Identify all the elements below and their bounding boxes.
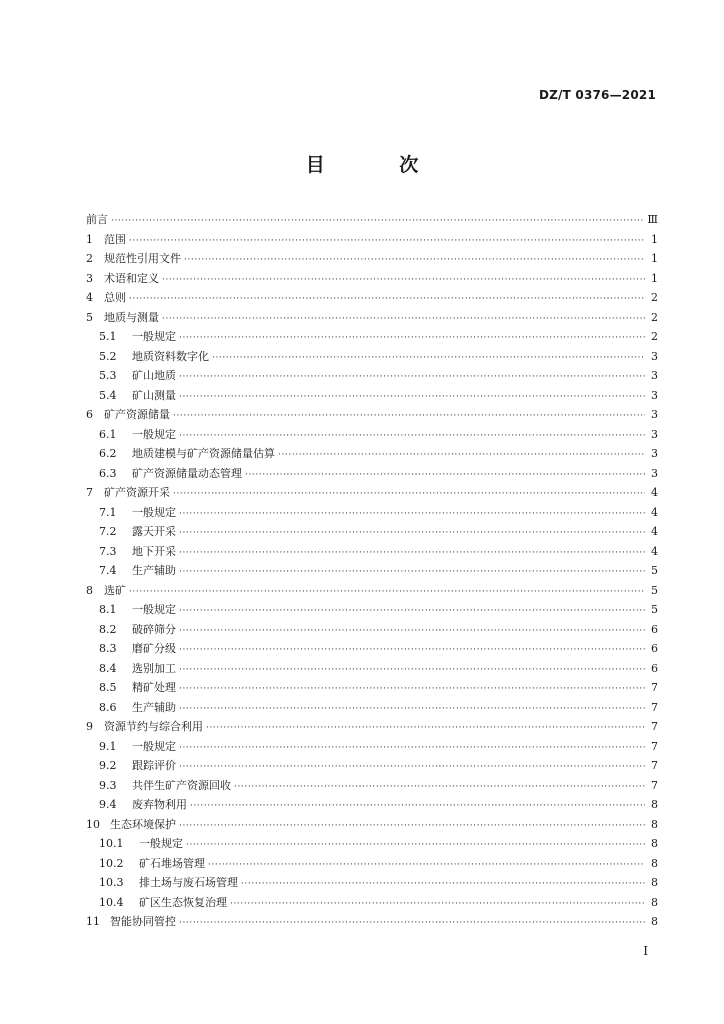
toc-entry-title: 生态环境保护	[110, 817, 176, 831]
toc-entry-page: 8	[651, 876, 658, 889]
toc-entry-section[interactable]	[86, 698, 658, 718]
toc-leader-dots	[245, 466, 645, 486]
toc-entry-chapter[interactable]	[86, 249, 658, 269]
toc-entry-title: 磨矿分级	[132, 642, 176, 655]
toc-entry-title: 矿产资源储量	[104, 408, 170, 421]
toc-entry-chapter[interactable]	[86, 815, 658, 835]
toc-entry-page: 3	[651, 408, 658, 421]
toc-leader-dots	[179, 680, 645, 700]
standard-code: DZ/T 0376—2021	[538, 88, 656, 102]
toc-entry-title: 一般规定	[139, 837, 183, 850]
toc-entry-section[interactable]	[86, 327, 658, 347]
toc-entry-page: 2	[651, 291, 658, 304]
toc-leader-dots	[179, 758, 645, 778]
toc-entry-title: 地质资料数字化	[132, 349, 209, 363]
toc-entry-chapter[interactable]	[86, 483, 658, 503]
toc-entry-number: 11	[86, 915, 100, 928]
toc-entry-section[interactable]	[86, 795, 658, 815]
toc-entry-title: 总则	[104, 291, 126, 304]
toc-entry-number: 10	[86, 817, 100, 831]
toc-entry-page: Ⅲ	[647, 213, 658, 226]
toc-entry-title: 资源节约与综合利用	[104, 720, 203, 733]
toc-entry-number: 9.3	[99, 778, 117, 792]
toc-entry-chapter[interactable]	[86, 405, 658, 425]
toc-entry-number: 5.3	[99, 369, 117, 382]
toc-leader-dots	[129, 583, 645, 603]
toc-entry-number: 8.6	[99, 700, 117, 714]
toc-leader-dots	[179, 700, 645, 720]
toc-entry-number: 6.3	[99, 466, 117, 480]
toc-entry-number: 9.1	[99, 739, 117, 753]
toc-entry-page: 3	[651, 466, 658, 480]
toc-entry-title: 生产辅助	[132, 564, 176, 577]
toc-leader-dots	[179, 524, 645, 544]
toc-entry-title: 前言	[86, 213, 108, 226]
toc-entry-page: 3	[651, 349, 658, 363]
page-number: I	[643, 944, 648, 958]
toc-entry-title: 选别加工	[132, 661, 176, 675]
toc-leader-dots	[179, 329, 645, 349]
toc-entry-title: 共伴生矿产资源回收	[132, 778, 231, 792]
toc-entry-title: 矿山地质	[132, 369, 176, 382]
toc-entry-number: 5.1	[99, 330, 117, 343]
toc-entry-title: 精矿处理	[132, 681, 176, 694]
toc-entry-title: 一般规定	[132, 427, 176, 441]
toc-entry-section[interactable]	[86, 386, 658, 406]
toc-leader-dots	[241, 875, 645, 895]
toc-entry-section[interactable]	[86, 678, 658, 698]
toc-entry-chapter[interactable]	[86, 912, 658, 932]
toc-leader-dots	[179, 622, 645, 642]
toc-entry-section[interactable]	[86, 600, 658, 620]
toc-entry-page: 8	[651, 837, 658, 850]
toc-entry-title: 生产辅助	[132, 700, 176, 714]
toc-entry-page: 4	[651, 505, 658, 519]
toc-entry-section[interactable]	[86, 659, 658, 679]
toc-entry-number: 9.4	[99, 798, 117, 811]
toc-entry-section[interactable]	[86, 737, 658, 757]
toc-entry-page: 4	[651, 525, 658, 538]
toc-leader-dots	[190, 797, 645, 817]
toc-entry-section[interactable]	[86, 620, 658, 640]
toc-entry-chapter[interactable]	[86, 581, 658, 601]
toc-entry-section[interactable]	[86, 854, 658, 874]
toc-entry-number: 7.2	[99, 525, 117, 538]
toc-entry-title: 矿区生态恢复治理	[139, 895, 227, 909]
toc-leader-dots	[278, 446, 645, 466]
toc-entry-section[interactable]	[86, 873, 658, 893]
toc-entry-chapter[interactable]	[86, 230, 658, 250]
toc-entry-number: 8.4	[99, 661, 117, 675]
toc-entry-page: 7	[651, 759, 658, 772]
toc-leader-dots	[179, 739, 645, 759]
toc-entry-number: 6.2	[99, 447, 117, 460]
toc-title: 目 次	[305, 154, 453, 176]
toc-leader-dots	[179, 817, 645, 837]
toc-entry-page: 1	[651, 252, 658, 265]
toc-entry-title: 废弃物利用	[132, 798, 187, 811]
table-of-contents	[86, 210, 658, 932]
toc-entry-title: 范围	[104, 232, 126, 246]
toc-entry-page: 7	[651, 739, 658, 753]
toc-entry-number: 8.2	[99, 622, 117, 636]
toc-leader-dots	[162, 310, 645, 330]
toc-entry-number: 6	[86, 408, 93, 421]
toc-leader-dots	[129, 290, 645, 310]
toc-entry-section[interactable]	[86, 639, 658, 659]
toc-entry-page: 8	[651, 856, 658, 870]
toc-leader-dots	[179, 368, 645, 388]
toc-entry-number: 10.2	[99, 856, 124, 870]
toc-leader-dots	[173, 485, 645, 505]
toc-leader-dots	[111, 212, 644, 232]
toc-entry-number: 8.1	[99, 603, 117, 616]
toc-entry-section[interactable]	[86, 464, 658, 484]
toc-entry-title: 地质建模与矿产资源储量估算	[132, 447, 275, 460]
toc-leader-dots	[173, 407, 645, 427]
toc-entry-section[interactable]	[86, 776, 658, 796]
toc-leader-dots	[206, 719, 645, 739]
toc-entry-page: 3	[651, 427, 658, 441]
toc-entry-title: 破碎筛分	[132, 622, 176, 636]
toc-entry-chapter[interactable]	[86, 288, 658, 308]
toc-entry-title: 跟踪评价	[132, 759, 176, 772]
toc-entry-title: 智能协同管控	[110, 915, 176, 928]
toc-leader-dots	[162, 271, 645, 291]
toc-leader-dots	[179, 505, 645, 525]
toc-entry-chapter[interactable]	[86, 269, 658, 289]
toc-entry-section[interactable]	[86, 366, 658, 386]
toc-entry-number: 7	[86, 486, 93, 499]
toc-entry-page: 4	[651, 486, 658, 499]
toc-entry-page: 7	[651, 778, 658, 792]
toc-entry-title: 选矿	[104, 583, 126, 597]
toc-entry-page: 3	[651, 447, 658, 460]
toc-entry-page: 3	[651, 369, 658, 382]
toc-entry-number: 6.1	[99, 427, 117, 441]
toc-leader-dots	[179, 641, 645, 661]
toc-leader-dots	[179, 602, 645, 622]
toc-entry-section[interactable]	[86, 561, 658, 581]
toc-entry-chapter[interactable]	[86, 210, 658, 230]
toc-leader-dots	[179, 544, 645, 564]
toc-entry-number: 3	[86, 271, 93, 285]
toc-entry-title: 地下开采	[132, 544, 176, 558]
toc-entry-section[interactable]	[86, 542, 658, 562]
toc-entry-section[interactable]	[86, 834, 658, 854]
toc-entry-title: 规范性引用文件	[104, 252, 181, 265]
toc-leader-dots	[208, 856, 645, 876]
toc-leader-dots	[179, 914, 645, 934]
toc-leader-dots	[179, 563, 645, 583]
toc-entry-page: 2	[651, 310, 658, 324]
toc-entry-page: 3	[651, 388, 658, 402]
toc-entry-number: 4	[86, 291, 93, 304]
toc-entry-chapter[interactable]	[86, 308, 658, 328]
toc-entry-page: 7	[651, 720, 658, 733]
toc-leader-dots	[184, 251, 645, 271]
toc-entry-page: 5	[651, 603, 658, 616]
toc-entry-section[interactable]	[86, 522, 658, 542]
toc-entry-number: 8.5	[99, 681, 117, 694]
toc-entry-page: 5	[651, 564, 658, 577]
toc-leader-dots	[230, 895, 645, 915]
toc-entry-number: 7.3	[99, 544, 117, 558]
toc-entry-page: 8	[651, 817, 658, 831]
toc-entry-section[interactable]	[86, 756, 658, 776]
toc-entry-title: 一般规定	[132, 505, 176, 519]
toc-entry-number: 1	[86, 232, 93, 246]
toc-leader-dots	[179, 388, 645, 408]
toc-entry-number: 8	[86, 583, 93, 597]
toc-leader-dots	[129, 232, 645, 252]
toc-entry-page: 6	[651, 661, 658, 675]
toc-entry-number: 8.3	[99, 642, 117, 655]
toc-entry-section[interactable]	[86, 347, 658, 367]
toc-leader-dots	[179, 661, 645, 681]
toc-entry-page: 8	[651, 798, 658, 811]
toc-entry-section[interactable]	[86, 893, 658, 913]
toc-entry-number: 7.1	[99, 505, 117, 519]
toc-entry-page: 1	[651, 271, 658, 285]
toc-leader-dots	[186, 836, 645, 856]
toc-entry-page: 8	[651, 895, 658, 909]
toc-entry-page: 2	[651, 330, 658, 343]
toc-entry-number: 7.4	[99, 564, 117, 577]
toc-leader-dots	[212, 349, 645, 369]
toc-entry-title: 矿石堆场管理	[139, 856, 205, 870]
toc-entry-title: 一般规定	[132, 739, 176, 753]
toc-entry-title: 一般规定	[132, 603, 176, 616]
toc-entry-page: 4	[651, 544, 658, 558]
toc-entry-page: 7	[651, 700, 658, 714]
toc-entry-section[interactable]	[86, 444, 658, 464]
toc-entry-number: 10.4	[99, 895, 124, 909]
toc-entry-page: 1	[651, 232, 658, 246]
toc-entry-page: 8	[651, 915, 658, 928]
toc-entry-title: 矿产资源开采	[104, 486, 170, 499]
toc-entry-number: 5	[86, 310, 93, 324]
toc-entry-title: 露天开采	[132, 525, 176, 538]
toc-entry-number: 10.3	[99, 876, 124, 889]
toc-entry-page: 6	[651, 642, 658, 655]
toc-entry-section[interactable]	[86, 425, 658, 445]
toc-entry-page: 7	[651, 681, 658, 694]
toc-entry-number: 5.2	[99, 349, 117, 363]
toc-entry-title: 矿山测量	[132, 388, 176, 402]
toc-entry-number: 9.2	[99, 759, 117, 772]
toc-entry-title: 地质与测量	[104, 310, 159, 324]
toc-entry-title: 术语和定义	[104, 271, 159, 285]
toc-entry-title: 矿产资源储量动态管理	[132, 466, 242, 480]
toc-entry-number: 10.1	[99, 837, 124, 850]
toc-leader-dots	[234, 778, 645, 798]
toc-entry-chapter[interactable]	[86, 717, 658, 737]
toc-entry-section[interactable]	[86, 503, 658, 523]
toc-entry-number: 9	[86, 720, 93, 733]
toc-entry-title: 排土场与废石场管理	[139, 876, 238, 889]
toc-entry-number: 2	[86, 252, 93, 265]
toc-entry-page: 5	[651, 583, 658, 597]
toc-entry-number: 5.4	[99, 388, 117, 402]
toc-entry-page: 6	[651, 622, 658, 636]
toc-entry-title: 一般规定	[132, 330, 176, 343]
